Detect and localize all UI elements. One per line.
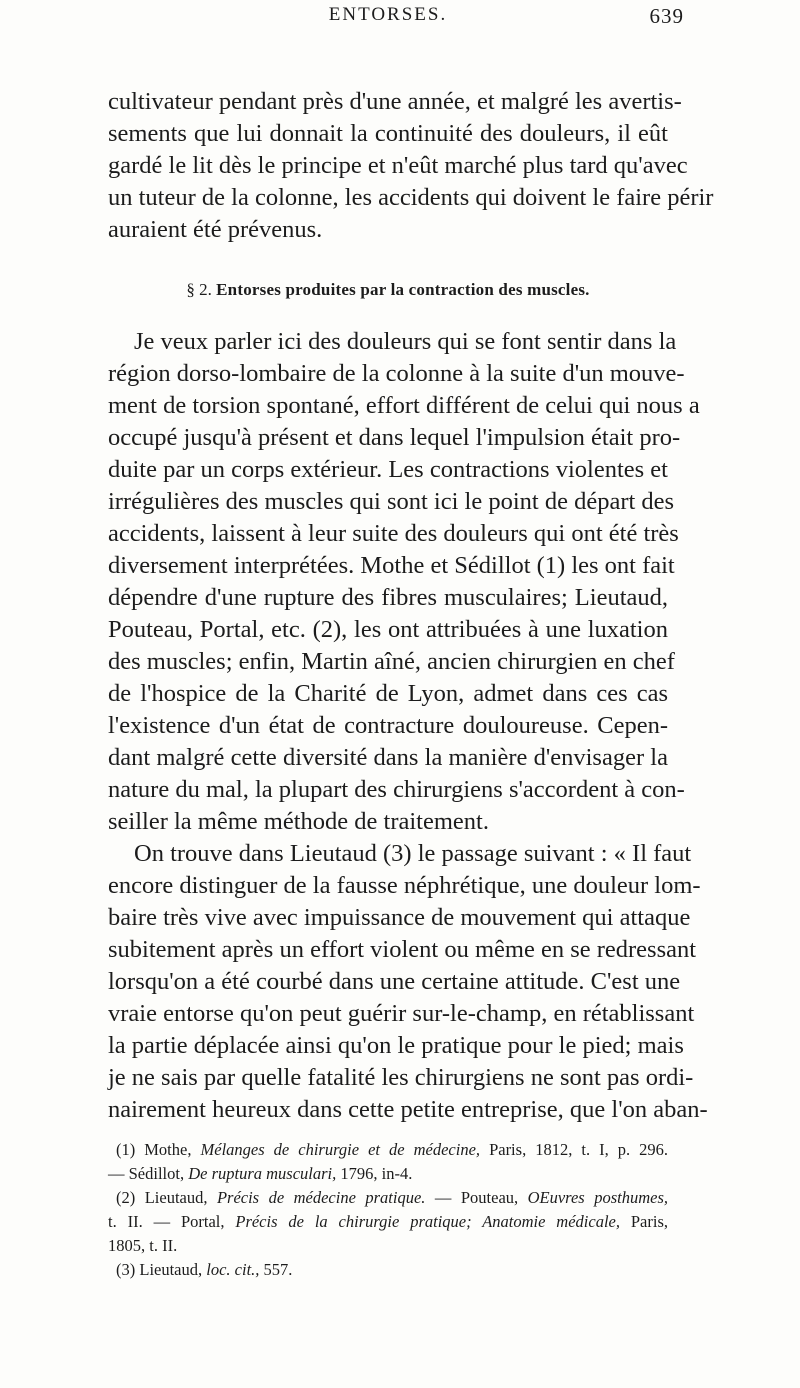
footnote-2-end: 1805, t. II. [108,1236,178,1255]
footnote-2-continued: t. II. — Portal, Précis de la chirurgie pratique; Anatomie médicale, Paris, [108,1212,668,1231]
text-line: cultivateur pendant près d'une année, et malgré les avertis- [108,88,682,115]
text-line: Je veux parler ici des douleurs qui se font sentir dans la [134,328,677,355]
text-line: seiller la même méthode de traitement. [108,808,489,835]
text-line: Pouteau, Portal, etc. (2), les ont attribuées à une luxation [108,616,668,643]
text-line: région dorso-lombaire de la colonne à la suite d'un mouve- [108,360,685,387]
section-heading [108,280,668,300]
text-line: je ne sais par quelle fatalité les chirurgiens ne sont pas ordi- [108,1064,694,1091]
text-line: baire très vive avec impuissance de mouvement qui attaque [108,904,691,931]
text-line: accidents, laissent à leur suite des douleurs qui ont été très [108,520,679,547]
text-line: gardé le lit dès le principe et n'eût marché plus tard qu'avec [108,152,688,179]
text-line: vraie entorse qu'on peut guérir sur-le-champ, en rétablissant [108,1000,695,1027]
text-line: ment de torsion spontané, effort différent de celui qui nous a [108,392,700,419]
text-line: subitement après un effort violent ou même en se redressant [108,936,697,963]
text-line: des muscles; enfin, Martin aîné, ancien chirurgien en chef [108,648,675,675]
text-line: diversement interprétées. Mothe et Sédillot (1) les ont fait [108,552,675,579]
text-line: occupé jusqu'à présent et dans lequel l'impulsion était pro- [108,424,681,451]
section-number: § 2. [186,280,212,299]
footnote-1: (1) Mothe, Mélanges de chirurgie et de médecine, Paris, 1812, t. I, p. 296. [116,1140,668,1159]
footnote-3: (3) Lieutaud, loc. cit., 557. [116,1260,293,1279]
text-line: dépendre d'une rupture des fibres musculaires; Lieutaud, [108,584,668,611]
text-line: la partie déplacée ainsi qu'on le pratique pour le pied; mais [108,1032,684,1059]
text-line: sements que lui donnait la continuité des douleurs, il eût [108,120,668,147]
text-line: un tuteur de la colonne, les accidents qui doivent le faire périr [108,184,714,211]
running-title: ENTORSES. [328,4,448,25]
text-line: lorsqu'on a été courbé dans une certaine attitude. C'est une [108,968,681,995]
text-line: nature du mal, la plupart des chirurgiens s'accordent à con- [108,776,685,803]
text-line: duite par un corps extérieur. Les contractions violentes et [108,456,668,483]
text-line: nairement heureux dans cette petite entreprise, que l'on aban- [108,1096,708,1123]
text-line: auraient été prévenus. [108,216,323,243]
footnote-1-continued: — Sédillot, De ruptura musculari, 1796, in-4. [108,1164,413,1183]
section-title: Entorses produites par la contraction des muscles. [216,280,590,299]
text-line: de l'hospice de la Charité de Lyon, admet dans ces cas [108,680,668,707]
text-line: dant malgré cette diversité dans la manière d'envisager la [108,744,668,771]
page-number: 639 [649,4,684,28]
running-header [108,4,684,32]
text-line: encore distinguer de la fausse néphrétique, une douleur lom- [108,872,701,899]
text-line: l'existence d'un état de contracture douloureuse. Cepen- [108,712,668,739]
text-line: On trouve dans Lieutaud (3) le passage suivant : « Il faut [134,840,692,867]
footnote-2: (2) Lieutaud, Précis de médecine pratique. — Pouteau, OEuvres posthumes, [116,1188,668,1207]
text-line: irrégulières des muscles qui sont ici le point de départ des [108,488,675,515]
